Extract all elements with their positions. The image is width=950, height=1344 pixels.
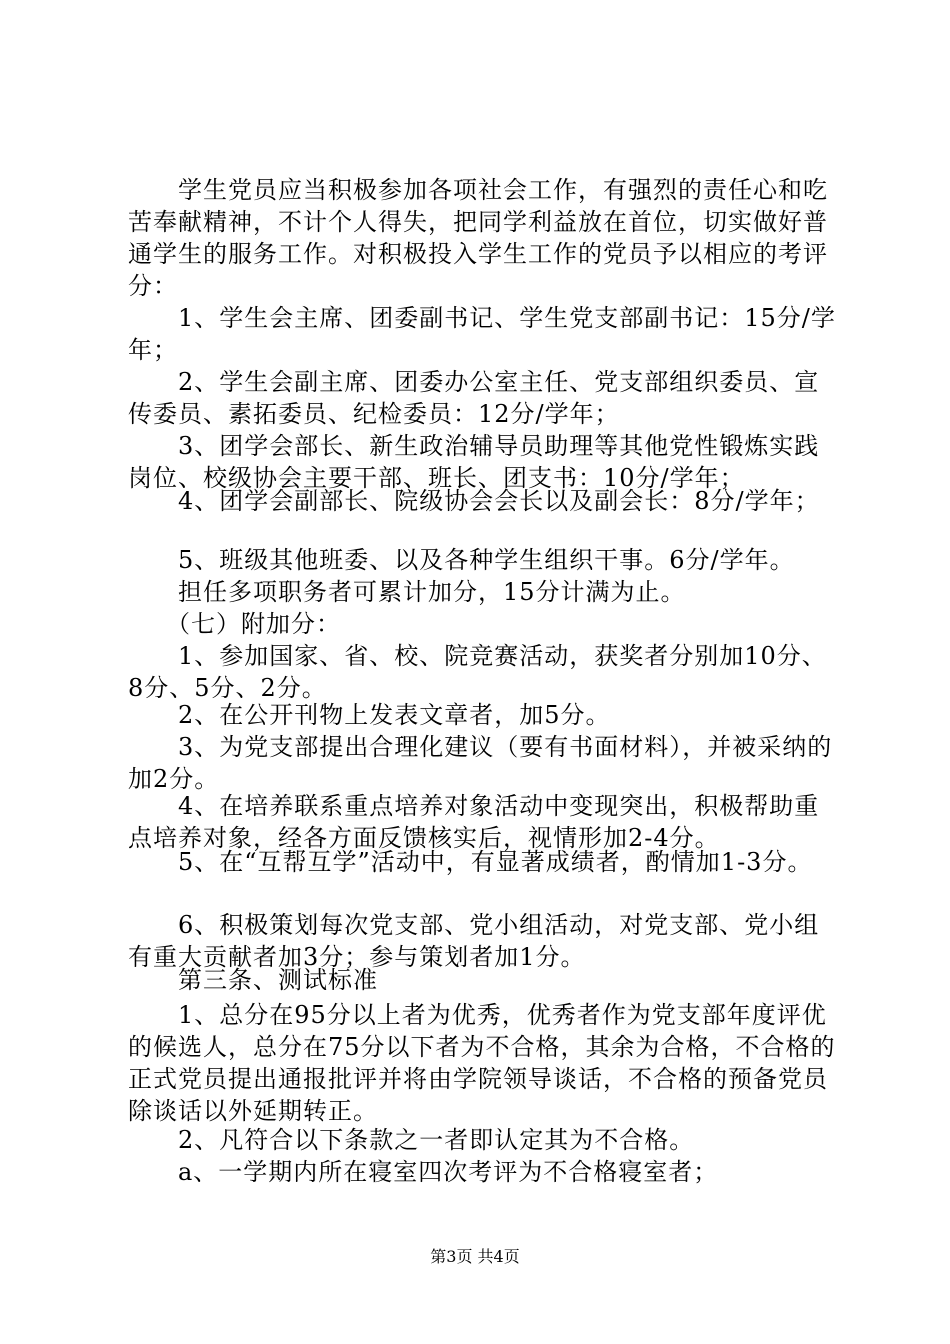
paragraph-item-4: 4、团学会副部长、院级协会会长以及副会长：8分/学年；	[128, 487, 820, 515]
paragraph-standard-2: 2、凡符合以下条款之一者即认定其为不合格。	[128, 1126, 695, 1154]
paragraph-bonus-2: 2、在公开刊物上发表文章者，加5分。	[128, 701, 611, 729]
paragraph-item-2: 2、学生会副主席、团委办公室主任、党支部组织委员、宣传委员、素拓委员、纪检委员：12分/学年；	[128, 368, 820, 428]
paragraph-bonus-6: 6、积极策划每次党支部、党小组活动，对党支部、党小组有重大贡献者加3分；参与策划者加1分。	[128, 911, 820, 971]
paragraph-standard-1: 1、总分在95分以上者为优秀，优秀者作为党支部年度评优的候选人，总分在75分以下者为不合格，其余为合格，不合格的正式党员提出通报批评并将由学院领导谈话，不合格的预备党员除谈话以外延期转正。	[128, 1001, 836, 1125]
section-heading-bonus: （七）附加分：	[128, 610, 341, 638]
paragraph-bonus-3: 3、为党支部提出合理化建议（要有书面材料），并被采纳的加2分。	[128, 733, 833, 793]
paragraph-item-3: 3、团学会部长、新生政治辅导员助理等其他党性锻炼实践岗位、校级协会主要干部、班长、团支书：10分/学年；	[128, 432, 820, 492]
paragraph-item-1: 1、学生会主席、团委副书记、学生党支部副书记：15分/学年；	[128, 304, 836, 364]
paragraph-standard-a: a、一学期内所在寝室四次考评为不合格寝室者；	[128, 1158, 719, 1186]
section-heading-test-standard: 第三条、测试标准	[128, 966, 378, 994]
paragraph-bonus-1: 1、参加国家、省、校、院竞赛活动，获奖者分别加10分、8分、5分、2分。	[128, 642, 827, 702]
paragraph-intro: 学生党员应当积极参加各项社会工作，有强烈的责任心和吃苦奉献精神，不计个人得失，把同学利益放在首位，切实做好普通学生的服务工作。对积极投入学生工作的党员予以相应的考评分：	[128, 176, 828, 300]
paragraph-bonus-4: 4、在培养联系重点培养对象活动中变现突出，积极帮助重点培养对象，经各方面反馈核实后，视情形加2-4分。	[128, 792, 820, 852]
paragraph-bonus-5: 5、在“互帮互学”活动中，有显著成绩者，酌情加1-3分。	[128, 848, 813, 876]
page-number-footer: 第3页 共4页	[430, 1247, 520, 1266]
paragraph-item-5: 5、班级其他班委、以及各种学生组织干事。6分/学年。	[128, 546, 795, 574]
paragraph-cumulative-note: 担任多项职务者可累计加分，15分计满为止。	[128, 578, 686, 606]
